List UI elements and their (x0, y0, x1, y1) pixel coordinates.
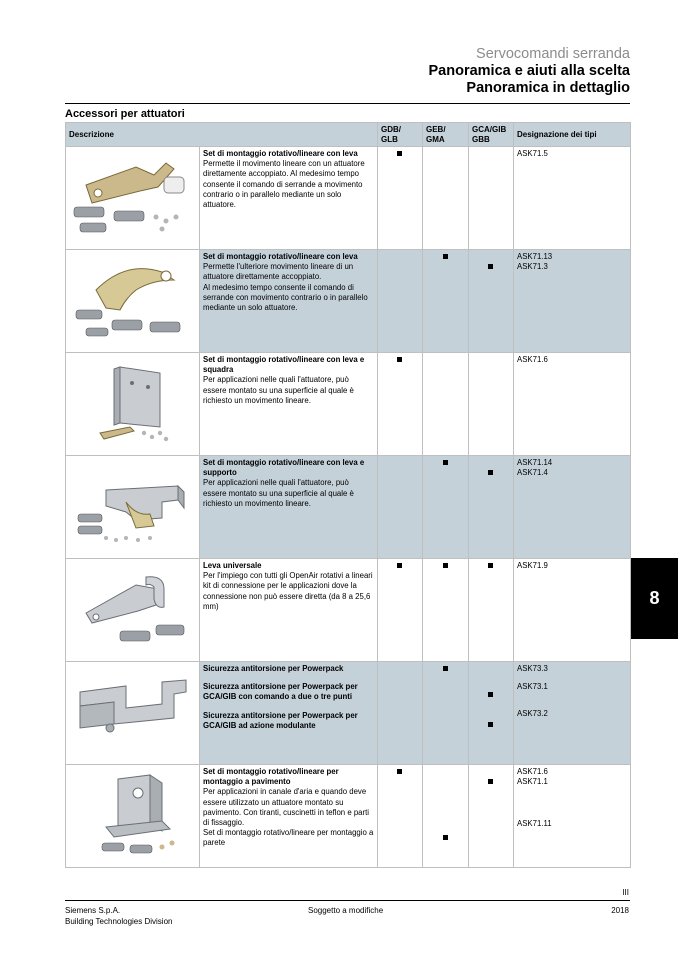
compat-gdb-glb (378, 353, 423, 456)
support-bracket-icon (66, 456, 200, 559)
footer-company: Siemens S.p.A. (65, 906, 121, 915)
compat-geb-gma (423, 559, 469, 662)
header-types: Designazione dei tipi (514, 123, 631, 147)
type-code: ASK73.3 (517, 664, 548, 674)
page-number: III (622, 888, 629, 897)
compat-gca-gib-gbb (469, 559, 514, 662)
item-title: Sicurezza antitorsione per Powerpack per GCA/GIB ad azione modulante (203, 710, 358, 730)
item-text: Permette il movimento lineare con un attuatore direttamente accoppiato. Al medesimo tempo consente il comando di serrande a movimento contrario o in parallelo mediante un solo attuatore. (203, 159, 365, 209)
check-mark-icon (397, 563, 402, 568)
footer-company-block (65, 906, 172, 928)
item-title: Set di montaggio rotativo/lineare per montaggio a pavimento (203, 767, 339, 787)
header-gca-gib-gbb: GCA/GIB GBB (469, 123, 514, 147)
table-row (66, 559, 631, 662)
product-image (66, 147, 200, 250)
universal-lever-icon (66, 559, 200, 662)
product-image (66, 456, 200, 559)
item-title: Set di montaggio rotativo/lineare con leva (203, 252, 358, 262)
compat-geb-gma (423, 456, 469, 559)
curved-lever-icon (66, 250, 200, 353)
compat-gdb-glb (378, 765, 423, 868)
type-code: ASK71.1 (517, 777, 548, 787)
type-codes (514, 353, 631, 456)
check-mark-icon (397, 151, 402, 156)
header-divider (65, 103, 630, 104)
item-title: Leva universale (203, 561, 262, 571)
compat-geb-gma (423, 147, 469, 250)
product-image (66, 250, 200, 353)
description-cell (200, 456, 378, 559)
check-mark-icon (488, 563, 493, 568)
compat-geb-gma (423, 353, 469, 456)
item-title: Set di montaggio rotativo/lineare con leva e squadra (203, 355, 365, 375)
compat-gdb-glb (378, 147, 423, 250)
check-mark-icon (488, 264, 493, 269)
type-code: ASK71.6 (517, 767, 548, 777)
footer-notice: Soggetto a modifiche (308, 906, 384, 915)
type-codes (514, 250, 631, 353)
chapter-tab: 8 (631, 558, 678, 639)
type-codes (514, 559, 631, 662)
type-code: ASK73.2 (517, 709, 548, 719)
compat-geb-gma (423, 765, 469, 868)
item-title: Set di montaggio rotativo/lineare con leva e supporto (203, 458, 365, 478)
section-title: Accessori per attuatori (65, 108, 185, 120)
description-cell (200, 559, 378, 662)
item-text: Per applicazioni in canale d'aria e quando deve essere utilizzato un attuatore montato su pavimento. Con tiranti, cuscinetti in teflon e parti di fissaggio. (203, 787, 369, 827)
bracket-plate-icon (66, 353, 200, 456)
header-subtitle: Panoramica in dettaglio (466, 80, 630, 96)
check-mark-icon (488, 779, 493, 784)
description-cell (200, 147, 378, 250)
product-image (66, 765, 200, 868)
type-code: ASK71.3 (517, 262, 548, 272)
table-row (66, 456, 631, 559)
type-code: ASK71.14 (517, 458, 553, 468)
compat-gdb-glb (378, 456, 423, 559)
check-mark-icon (488, 722, 493, 727)
check-mark-icon (443, 254, 448, 259)
item-title: Sicurezza antitorsione per Powerpack (203, 664, 344, 674)
type-code: ASK71.4 (517, 468, 548, 478)
compat-gca-gib-gbb (469, 147, 514, 250)
header-description: Descrizione (66, 123, 378, 147)
check-mark-icon (443, 835, 448, 840)
compat-gdb-glb (378, 250, 423, 353)
product-image (66, 353, 200, 456)
item-title: Sicurezza antitorsione per Powerpack per GCA/GIB con comando a due o tre punti (203, 682, 358, 702)
footer-division: Building Technologies Division (65, 916, 173, 926)
compat-geb-gma (423, 662, 469, 765)
table-row (66, 765, 631, 868)
footer-year: 2018 (611, 906, 629, 915)
compat-gca-gib-gbb (469, 250, 514, 353)
description-cell (200, 250, 378, 353)
type-code: ASK73.1 (517, 682, 548, 692)
anti-torsion-frame-icon (66, 662, 200, 765)
check-mark-icon (443, 460, 448, 465)
description-cell (200, 662, 378, 765)
product-image (66, 662, 200, 765)
compat-gca-gib-gbb (469, 765, 514, 868)
product-image (66, 559, 200, 662)
item-title: Set di montaggio rotativo/lineare con leva (203, 149, 358, 159)
check-mark-icon (443, 666, 448, 671)
check-mark-icon (443, 563, 448, 568)
compat-gca-gib-gbb (469, 353, 514, 456)
type-code: ASK71.11 (517, 819, 552, 829)
compat-gdb-glb (378, 559, 423, 662)
header-gdb-glb: GDB/ GLB (378, 123, 423, 147)
table-row (66, 353, 631, 456)
check-mark-icon (488, 692, 493, 697)
header-geb-gma: GEB/ GMA (423, 123, 469, 147)
compat-gca-gib-gbb (469, 662, 514, 765)
type-code: ASK71.5 (517, 149, 548, 159)
description-cell (200, 765, 378, 868)
type-code: ASK71.13 (517, 252, 553, 262)
item-text: Per applicazioni nelle quali l'attuatore, può essere montato su una superficie al quale è richiesto un movimento lineare. (203, 375, 354, 405)
table-row (66, 250, 631, 353)
accessories-table (65, 122, 631, 868)
check-mark-icon (397, 357, 402, 362)
check-mark-icon (488, 470, 493, 475)
table-row (66, 147, 631, 250)
type-codes (514, 456, 631, 559)
lever-kit-icon (66, 147, 200, 250)
compat-geb-gma (423, 250, 469, 353)
floor-mount-kit-icon (66, 765, 200, 868)
table-header-row (66, 123, 631, 147)
item-text: Per applicazioni nelle quali l'attuatore, può essere montato su una superficie al quale è richiesto un movimento lineare. (203, 478, 354, 508)
type-code: ASK71.6 (517, 355, 548, 365)
footer-divider (65, 900, 630, 901)
header-category: Servocomandi serranda (476, 46, 630, 62)
item-text: Permette l'ulteriore movimento lineare di un attuatore direttamente accoppiato. Al medesimo tempo consente il comando di serrande con movimento contrario o in parallelo mediante un solo attuatore. (203, 262, 368, 312)
type-codes (514, 662, 631, 765)
type-codes (514, 765, 631, 868)
item-text: Set di montaggio rotativo/lineare per montaggio a parete (203, 827, 374, 848)
compat-gca-gib-gbb (469, 456, 514, 559)
table-row (66, 662, 631, 765)
header-title: Panoramica e aiuti alla scelta (428, 63, 630, 79)
type-code: ASK71.9 (517, 561, 548, 571)
description-cell (200, 353, 378, 456)
check-mark-icon (397, 769, 402, 774)
item-text: Per l'impiego con tutti gli OpenAir rotativi a lineari kit di connessione per le applicazioni dove la connessione non può essere diretta (da 8 a 25,6 mm) (203, 571, 373, 611)
compat-gdb-glb (378, 662, 423, 765)
type-codes (514, 147, 631, 250)
